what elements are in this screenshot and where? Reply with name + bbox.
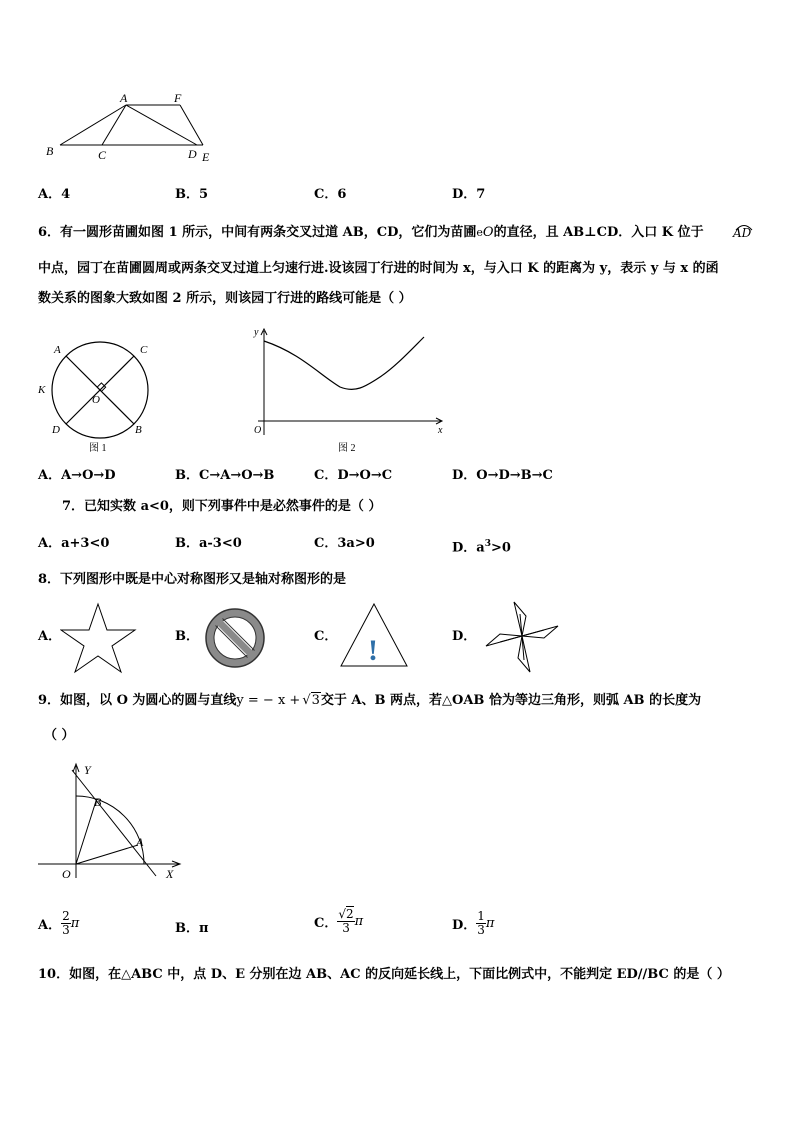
q5-label-d: D xyxy=(188,147,197,161)
q6-option-d[interactable]: D．O→D→B→C xyxy=(452,468,553,483)
q5-option-c[interactable]: C．6 xyxy=(314,187,347,202)
q7-option-a[interactable]: A．a+3<0 xyxy=(38,536,110,551)
warning-triangle-icon[interactable] xyxy=(338,600,410,670)
q5-label-a: A xyxy=(120,91,128,105)
q6-figure1-circle xyxy=(34,335,164,460)
fig1-label-o: O xyxy=(92,394,100,406)
q9-paren: （ ） xyxy=(44,728,75,743)
q7-option-d[interactable]: D．$a^3>0$ xyxy=(452,539,511,556)
q9-option-c[interactable]: C． $\frac{√2}{3}$ π xyxy=(314,907,364,935)
q9-fig-label-b: B xyxy=(94,795,102,809)
fig2-caption: 图 2 xyxy=(338,443,356,454)
q8-option-a-letter[interactable]: A． xyxy=(38,629,62,644)
q8-stem: 8．下列图形中既是中心对称图形又是轴对称图形的是 xyxy=(38,572,347,587)
q6-stem-line1 xyxy=(38,224,704,242)
q9-fig-label-o: O xyxy=(62,867,71,881)
fig2-label-o: O xyxy=(254,425,262,436)
pinwheel-icon[interactable] xyxy=(482,600,562,675)
fig1-label-d: D xyxy=(52,424,60,436)
q5-option-a[interactable]: A．4 xyxy=(38,187,71,202)
q5-label-f: F xyxy=(174,91,182,105)
q6-stem-part1: 6．有一圆形苗圃如图 1 所示，中间有两条交叉过道 AB，CD，它们为苗圃 xyxy=(38,225,477,240)
q9-option-a[interactable]: A． $\frac{2}{3}$ π xyxy=(38,909,80,937)
q9-option-d[interactable]: D． $\frac{1}{3}$ π xyxy=(452,909,495,937)
q6-option-b[interactable]: B．C→A→O→B xyxy=(175,468,275,483)
circle-o: O xyxy=(482,225,494,240)
q6-option-a[interactable]: A．A→O→D xyxy=(38,468,116,483)
warning-mark: ! xyxy=(368,634,378,667)
fig1-label-c: C xyxy=(140,344,148,356)
q6-stem-line3: 数关系的图象大致如图 2 所示，则该园丁行进的路线可能是（ ） xyxy=(38,291,412,306)
no-sign-icon[interactable] xyxy=(202,605,268,671)
fig1-label-a: A xyxy=(54,344,61,356)
arc-ad-label: AD xyxy=(732,222,756,248)
q5-trapezoid-figure xyxy=(40,88,230,168)
q10-stem: 10．如图，在△ABC 中，点 D、E 分别在边 AB、AC 的反向延长线上，下面比例式中，不能判定 ED//BC 的是（ ） xyxy=(38,967,730,982)
q6-option-c[interactable]: C．D→O→C xyxy=(314,468,393,483)
q8-option-c-letter[interactable]: C． xyxy=(314,629,338,644)
q9-fig-label-y: Y xyxy=(84,763,91,777)
fig1-label-b: B xyxy=(135,424,142,436)
q8-option-d-letter[interactable]: D． xyxy=(452,629,477,644)
q5-label-b: B xyxy=(46,144,54,158)
q9-option-b[interactable]: B．π xyxy=(175,921,209,936)
q6-figure2-graph xyxy=(250,325,450,460)
fig1-label-k: K xyxy=(38,384,46,396)
q8-option-b-letter[interactable]: B． xyxy=(175,629,199,644)
q7-option-c[interactable]: C．3a>0 xyxy=(314,536,375,551)
fig2-label-x: x xyxy=(438,425,443,436)
fig2-label-y: y xyxy=(254,327,259,338)
sqrt-3: √3 xyxy=(302,693,320,708)
q6-stem-line2: 中点，园丁在苗圃圆周或两条交叉过道上匀速行进.设该园丁行进的时间为 x，与入口 K 的距离为 y，表示 y 与 x 的函 xyxy=(38,261,719,276)
q9-stem: 9．如图，以 O 为圆心的圆与直线y = − x + √3交于 A、B 两点，若△OAB 恰为等边三角形，则弧 AB 的长度为 xyxy=(38,693,702,708)
q5-label-e: E xyxy=(202,150,210,164)
q5-label-c: C xyxy=(98,148,107,162)
circle-symbol: e xyxy=(476,226,483,239)
q7-option-b[interactable]: B．a-3<0 xyxy=(175,536,242,551)
q9-coordinate-figure xyxy=(34,758,184,883)
q7-stem: 7．已知实数 a<0，则下列事件中是必然事件的是（ ） xyxy=(62,499,382,514)
q5-option-b[interactable]: B．5 xyxy=(175,187,209,202)
q9-fig-label-x: X xyxy=(166,867,174,881)
q9-equation: y = − x + √3 xyxy=(236,693,320,708)
q9-fig-label-a: A xyxy=(136,835,144,849)
q5-option-d[interactable]: D．7 xyxy=(452,187,486,202)
star-icon[interactable] xyxy=(60,600,140,675)
q6-stem-part2: 的直径，且 AB⊥CD．入口 K 位于 xyxy=(493,225,704,240)
fig1-caption: 图 1 xyxy=(89,443,107,454)
